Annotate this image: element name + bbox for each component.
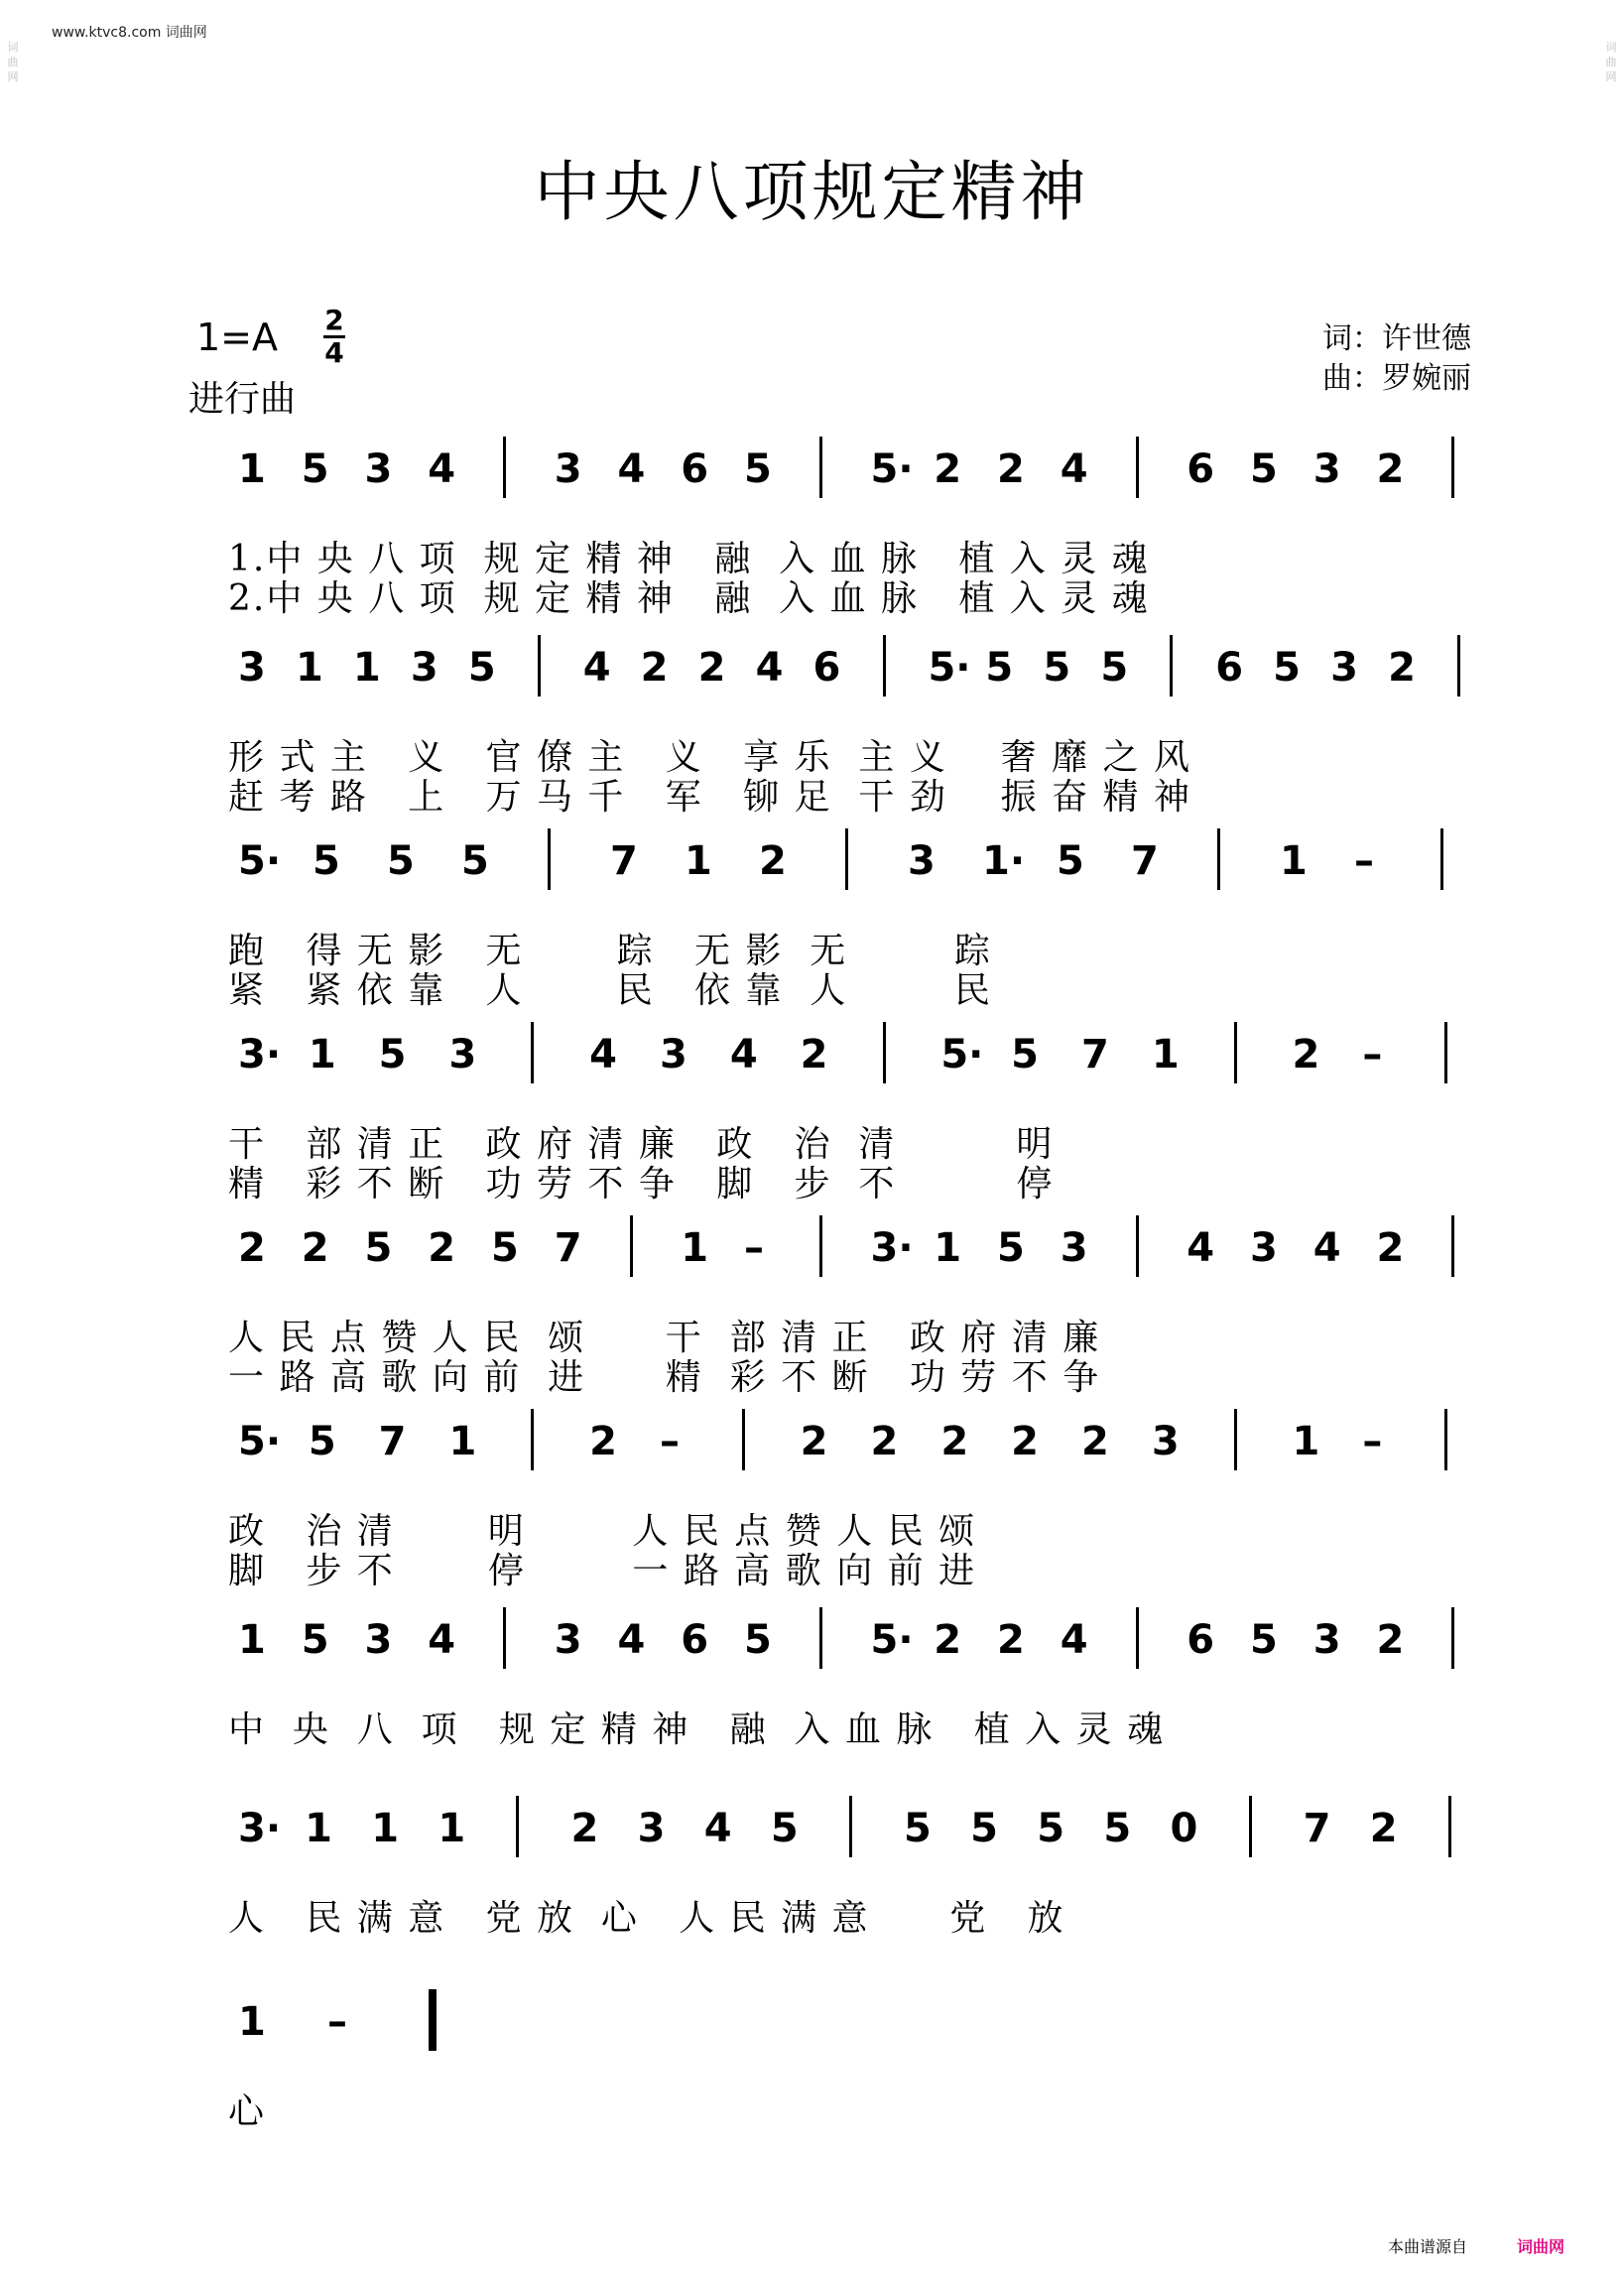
note: 2 xyxy=(1376,446,1405,492)
time-signature xyxy=(323,306,345,368)
note: – xyxy=(327,1999,347,2045)
note: 5 xyxy=(744,446,772,492)
note: 4 xyxy=(428,446,456,492)
note: 2 xyxy=(1388,645,1416,691)
bar-line xyxy=(516,1796,519,1857)
note: 1 xyxy=(238,1617,266,1663)
note: 5 xyxy=(1037,1806,1065,1851)
note: 2 xyxy=(1369,1806,1398,1851)
bar-line xyxy=(1451,1607,1454,1669)
note-row xyxy=(0,1796,1624,1865)
note: 5· xyxy=(238,838,282,884)
note: 5 xyxy=(467,645,496,691)
bar-line xyxy=(630,1215,633,1277)
bar-line xyxy=(819,1607,822,1669)
note: 5 xyxy=(1250,446,1278,492)
note: 3· xyxy=(870,1225,914,1271)
note: 3 xyxy=(908,838,936,884)
note: 2 xyxy=(238,1225,266,1271)
bar-line xyxy=(503,1607,506,1669)
lyric-line: 1.中 央 八 项 规 定 精 神 融 入 血 脉 植 入 灵 魂 xyxy=(228,539,1150,579)
note: 7 xyxy=(1303,1806,1331,1851)
lyric-line: 脚 步 不 停 一 路 高 歌 向 前 进 xyxy=(228,1551,977,1591)
note: 4 xyxy=(1312,1225,1341,1271)
note: 2 xyxy=(934,446,962,492)
note: 1 xyxy=(305,1806,332,1851)
note: 5· xyxy=(870,1617,914,1663)
note: 2 xyxy=(1376,1225,1405,1271)
bar-line xyxy=(1136,1607,1139,1669)
note: 3 xyxy=(238,645,266,691)
note: 3 xyxy=(448,1032,477,1077)
note: 7 xyxy=(1081,1032,1109,1077)
bar-line xyxy=(503,437,506,498)
note: 5 xyxy=(301,446,329,492)
note: 4 xyxy=(428,1617,456,1663)
note: 5 xyxy=(904,1806,932,1851)
note: 6 xyxy=(812,645,841,691)
note: 2 xyxy=(759,838,787,884)
bar-line xyxy=(849,1796,852,1857)
bar-line xyxy=(531,1022,534,1083)
note: 2 xyxy=(934,1617,962,1663)
bar-line xyxy=(1136,1215,1139,1277)
note: 5· xyxy=(940,1032,984,1077)
note: 4 xyxy=(582,645,611,691)
note: 2 xyxy=(800,1419,828,1464)
note: 5 xyxy=(1250,1617,1278,1663)
note: 3 xyxy=(637,1806,666,1851)
note: 5· xyxy=(238,1419,282,1464)
note: – xyxy=(660,1419,680,1464)
note: 2 xyxy=(800,1032,828,1077)
note: 4 xyxy=(1060,446,1088,492)
note: – xyxy=(1362,1419,1383,1464)
note: – xyxy=(744,1225,764,1271)
bar-line xyxy=(1249,1796,1252,1857)
note: 5· xyxy=(870,446,914,492)
bar-line xyxy=(1451,437,1454,498)
note: 3 xyxy=(410,645,438,691)
note: 3 xyxy=(364,446,393,492)
note: 5 xyxy=(970,1806,998,1851)
note: 3 xyxy=(554,446,582,492)
lyric-line: 人 民 点 赞 人 民 颂 干 部 清 正 政 府 清 廉 xyxy=(228,1318,1101,1358)
note-row xyxy=(0,635,1624,704)
lyric-line: 赶 考 路 上 万 马 千 军 铆 足 干 劲 振 奋 精 神 xyxy=(228,777,1191,818)
note: 2 xyxy=(997,1617,1025,1663)
note: 0 xyxy=(1170,1806,1198,1851)
note: 1 xyxy=(352,645,381,691)
note: 5 xyxy=(364,1225,393,1271)
note: 2 xyxy=(428,1225,456,1271)
bar-line xyxy=(1448,1796,1451,1857)
lyric-line: 形 式 主 义 官 僚 主 义 享 乐 主 义 奢 靡 之 风 xyxy=(228,737,1191,778)
note: 7 xyxy=(610,838,638,884)
note: 5 xyxy=(1011,1032,1039,1077)
lyric-line: 紧 紧 依 靠 人 民 依 靠 人 民 xyxy=(228,970,992,1011)
lyric-line: 人 民 满 意 党 放 心 人 民 满 意 党 放 xyxy=(228,1898,1065,1939)
note: 3 xyxy=(1250,1225,1278,1271)
note: 4 xyxy=(729,1032,758,1077)
note: 5 xyxy=(491,1225,519,1271)
lyric-line: 一 路 高 歌 向 前 进 精 彩 不 断 功 劳 不 争 xyxy=(228,1357,1101,1398)
bar-line xyxy=(1136,437,1139,498)
meter-bottom: 4 xyxy=(324,336,344,369)
note: 2 xyxy=(1011,1419,1039,1464)
note: 5 xyxy=(1100,645,1129,691)
note-row xyxy=(0,1409,1624,1478)
source-url[interactable]: www.ktvc8.com 词曲网 xyxy=(52,25,207,41)
note: 2 xyxy=(870,1419,899,1464)
lyricist-credit: 词：许世德 xyxy=(1322,321,1471,356)
note: 4 xyxy=(755,645,784,691)
note: 4 xyxy=(1187,1225,1215,1271)
note: 2 xyxy=(940,1419,969,1464)
lyric-line: 干 部 清 正 政 府 清 廉 政 治 清 明 xyxy=(228,1124,1055,1165)
note-row xyxy=(0,1989,1624,2059)
note: 5 xyxy=(744,1617,772,1663)
bar-line xyxy=(819,1215,822,1277)
note: 1 xyxy=(685,838,712,884)
bar-line xyxy=(1234,1409,1237,1470)
note: 3 xyxy=(1312,446,1341,492)
note: 6 xyxy=(1215,645,1244,691)
note: 1 xyxy=(308,1032,336,1077)
lyric-line: 心 xyxy=(228,2091,267,2132)
bar-line xyxy=(883,1022,886,1083)
note: 1 xyxy=(1280,838,1308,884)
note: 4 xyxy=(617,1617,646,1663)
lyric-line: 中 央 八 项 规 定 精 神 融 入 血 脉 植 入 灵 魂 xyxy=(228,1709,1166,1750)
bar-line xyxy=(538,635,541,696)
note: 6 xyxy=(681,446,709,492)
note: 5 xyxy=(378,1032,407,1077)
bar-line xyxy=(531,1409,534,1470)
key-signature: 1=A xyxy=(196,316,279,359)
footer-site[interactable]: 词曲网 xyxy=(1516,2237,1564,2256)
note: 5 xyxy=(985,645,1014,691)
bar-line xyxy=(742,1409,745,1470)
note: 1 xyxy=(371,1806,400,1851)
note: 3 xyxy=(554,1617,582,1663)
note: 3 xyxy=(1151,1419,1180,1464)
score-title: 中央八项规定精神 xyxy=(534,154,1090,230)
note: 2 xyxy=(640,645,669,691)
note: 5 xyxy=(1103,1806,1132,1851)
bar-line xyxy=(1451,1215,1454,1277)
bar-line xyxy=(819,437,822,498)
watermark-right: 词曲网 xyxy=(1605,41,1617,83)
note: 5 xyxy=(387,838,415,884)
meter-top: 2 xyxy=(324,304,344,336)
bar-line xyxy=(1234,1022,1237,1083)
note: 4 xyxy=(617,446,646,492)
note: 3 xyxy=(1330,645,1358,691)
note: – xyxy=(1354,838,1374,884)
note-row xyxy=(0,828,1624,898)
bar-line xyxy=(883,635,886,696)
watermark-left: 词曲网 xyxy=(7,41,19,83)
bar-line xyxy=(1444,1409,1447,1470)
note: 4 xyxy=(703,1806,732,1851)
note: 3 xyxy=(364,1617,393,1663)
note: 2 xyxy=(1376,1617,1405,1663)
note: 7 xyxy=(554,1225,582,1271)
note: 6 xyxy=(1187,1617,1215,1663)
note-row xyxy=(0,437,1624,506)
note: 5 xyxy=(770,1806,799,1851)
note: 1 xyxy=(934,1225,962,1271)
bar-line xyxy=(1457,635,1460,696)
note: – xyxy=(1362,1032,1383,1077)
note: 1 xyxy=(681,1225,709,1271)
note: 2 xyxy=(570,1806,599,1851)
note: 1· xyxy=(982,838,1026,884)
note: 2 xyxy=(1292,1032,1320,1077)
note: 5 xyxy=(1057,838,1084,884)
note: 3· xyxy=(238,1806,282,1851)
note: 3 xyxy=(1060,1225,1088,1271)
note: 1 xyxy=(1292,1419,1320,1464)
lyric-line: 跑 得 无 影 无 踪 无 影 无 踪 xyxy=(228,931,992,971)
note: 3· xyxy=(238,1032,282,1077)
bar-line xyxy=(1170,635,1173,696)
note: 1 xyxy=(1151,1032,1180,1077)
note: 2 xyxy=(997,446,1025,492)
note: 2 xyxy=(697,645,726,691)
note: 4 xyxy=(589,1032,617,1077)
bar-line xyxy=(548,828,551,890)
note: 5 xyxy=(1043,645,1071,691)
note: 5· xyxy=(928,645,971,691)
note: 7 xyxy=(1131,838,1159,884)
note-row xyxy=(0,1607,1624,1677)
lyric-line: 政 治 清 明 人 民 点 赞 人 民 颂 xyxy=(228,1511,977,1552)
lyric-line: 精 彩 不 断 功 劳 不 争 脚 步 不 停 xyxy=(228,1164,1055,1204)
note: 2 xyxy=(589,1419,617,1464)
note: 1 xyxy=(238,1999,266,2045)
composer-credit: 曲：罗婉丽 xyxy=(1322,361,1471,396)
note: 1 xyxy=(448,1419,477,1464)
note: 2 xyxy=(1081,1419,1109,1464)
tempo-style: 进行曲 xyxy=(188,379,297,420)
bar-line xyxy=(845,828,848,890)
bar-line xyxy=(1440,828,1443,890)
note: 2 xyxy=(301,1225,329,1271)
note-row xyxy=(0,1022,1624,1091)
note: 4 xyxy=(1060,1617,1088,1663)
note: 7 xyxy=(378,1419,407,1464)
bar-line xyxy=(429,1989,437,2051)
note: 3 xyxy=(660,1032,687,1077)
note: 5 xyxy=(1273,645,1302,691)
note: 5 xyxy=(301,1617,329,1663)
note: 5 xyxy=(461,838,489,884)
bar-line xyxy=(1217,828,1220,890)
note: 1 xyxy=(238,446,266,492)
footer xyxy=(1388,2234,1564,2257)
note: 6 xyxy=(1187,446,1215,492)
note: 3 xyxy=(1312,1617,1341,1663)
note: 1 xyxy=(295,645,323,691)
note: 5 xyxy=(312,838,340,884)
note-row xyxy=(0,1215,1624,1285)
note: 5 xyxy=(308,1419,336,1464)
bar-line xyxy=(1444,1022,1447,1083)
footer-source: 本曲谱源自 xyxy=(1387,2237,1467,2256)
lyric-line: 2.中 央 八 项 规 定 精 神 融 入 血 脉 植 入 灵 魂 xyxy=(228,578,1150,619)
note: 6 xyxy=(681,1617,709,1663)
note: 1 xyxy=(437,1806,466,1851)
note: 5 xyxy=(997,1225,1025,1271)
